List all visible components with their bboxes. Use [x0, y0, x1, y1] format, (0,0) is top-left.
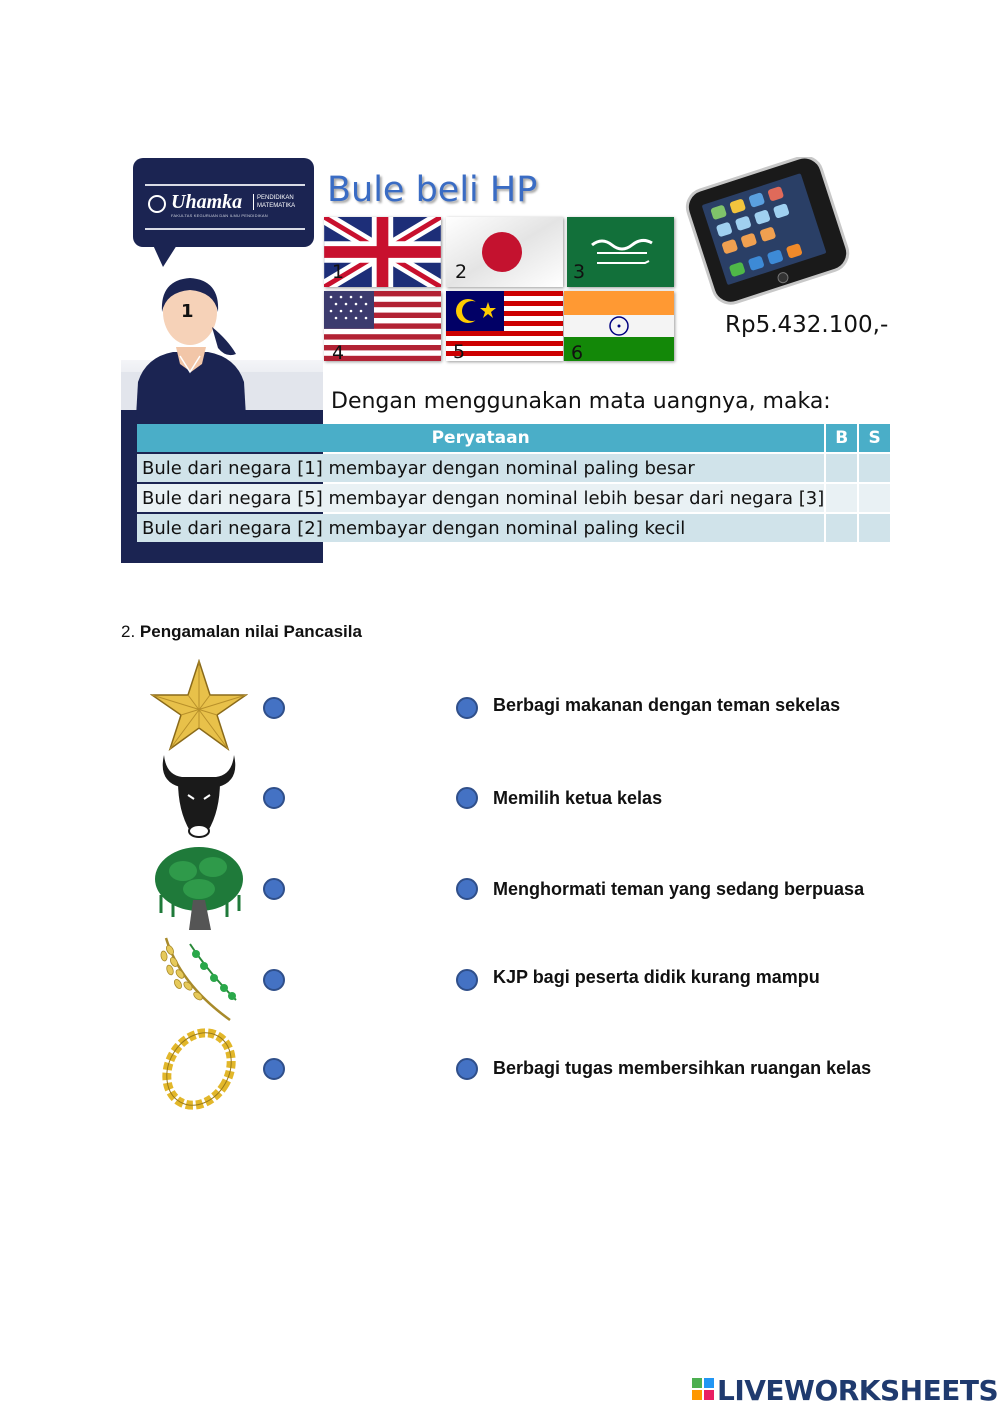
- logo-department: [253, 194, 295, 210]
- instruction-text: Dengan menggunakan mata uangnya, maka:: [331, 389, 831, 414]
- answer-true-cell[interactable]: [826, 454, 857, 482]
- question2-number: 2.: [121, 622, 140, 641]
- speech-bubble-tail: [153, 245, 177, 267]
- statement-text: Bule dari negara [2] membayar dengan nominal paling kecil: [137, 514, 824, 542]
- banyan-tree-icon: [153, 845, 245, 932]
- table-row: [137, 484, 890, 512]
- question2-heading: [121, 622, 362, 642]
- flag-number-5: 5: [453, 341, 466, 363]
- match-dot-left-3[interactable]: [263, 878, 285, 900]
- question2-title: Pengamalan nilai Pancasila: [139, 622, 362, 641]
- match-dot-right-4[interactable]: [456, 969, 478, 991]
- flag-number-4: 4: [332, 342, 345, 364]
- practice-item-1: Berbagi makanan dengan teman sekelas: [493, 695, 841, 715]
- flag-number-2: 2: [455, 261, 468, 283]
- header-statement: Peryataan: [137, 424, 824, 452]
- answer-false-cell[interactable]: [859, 514, 890, 542]
- match-dot-left-4[interactable]: [263, 969, 285, 991]
- bull-head-icon: [158, 751, 240, 844]
- answer-true-cell[interactable]: [826, 514, 857, 542]
- header-false: S: [859, 424, 890, 452]
- uhamka-seal-icon: [148, 195, 166, 213]
- page-title: Bule beli HP: [327, 170, 538, 210]
- practice-item-5: Berbagi tugas membersihkan ruangan kelas: [493, 1058, 872, 1078]
- answer-false-cell[interactable]: [859, 484, 890, 512]
- chain-icon: [160, 1024, 238, 1114]
- answer-false-cell[interactable]: [859, 454, 890, 482]
- flag-number-3: 3: [573, 261, 586, 283]
- header-true: B: [826, 424, 857, 452]
- liveworksheets-brand[interactable]: LIVEWORKSHEETS: [717, 1374, 999, 1407]
- match-dot-left-5[interactable]: [263, 1058, 285, 1080]
- logo-name: Uhamka: [171, 191, 243, 213]
- match-dot-right-1[interactable]: [456, 697, 478, 719]
- table-header-row: [137, 424, 890, 452]
- star-icon: [150, 659, 248, 751]
- practice-item-2: Memilih ketua kelas: [493, 788, 663, 808]
- teacher-avatar: [128, 272, 253, 417]
- smartphone-icon: [668, 157, 863, 307]
- rice-cotton-icon: [160, 934, 240, 1024]
- statement-text: Bule dari negara [1] membayar dengan nominal paling besar: [137, 454, 824, 482]
- practice-item-3: Menghormati teman yang sedang berpuasa: [493, 879, 865, 899]
- match-dot-right-5[interactable]: [456, 1058, 478, 1080]
- table-row: [137, 514, 890, 542]
- question-number-badge: 1: [181, 301, 194, 322]
- practice-item-4: KJP bagi peserta didik kurang mampu: [493, 967, 820, 987]
- logo-subtitle: FAKULTAS KEGURUAN DAN ILMU PENDIDIKAN: [171, 213, 268, 218]
- match-dot-left-2[interactable]: [263, 787, 285, 809]
- flag-number-6: 6: [571, 342, 584, 364]
- logo-dept-line1: PENDIDIKAN: [257, 195, 294, 201]
- flag-number-1: 1: [332, 261, 345, 283]
- statement-table: [135, 422, 892, 544]
- phone-price: Rp5.432.100,-: [725, 312, 889, 338]
- match-dot-left-1[interactable]: [263, 697, 285, 719]
- match-dot-right-2[interactable]: [456, 787, 478, 809]
- answer-true-cell[interactable]: [826, 484, 857, 512]
- statement-text: Bule dari negara [5] membayar dengan nominal lebih besar dari negara [3]: [137, 484, 824, 512]
- logo-dept-line2: MATEMATIKA: [257, 203, 296, 209]
- table-row: [137, 454, 890, 482]
- liveworksheets-logo-icon: [692, 1378, 714, 1400]
- match-dot-right-3[interactable]: [456, 878, 478, 900]
